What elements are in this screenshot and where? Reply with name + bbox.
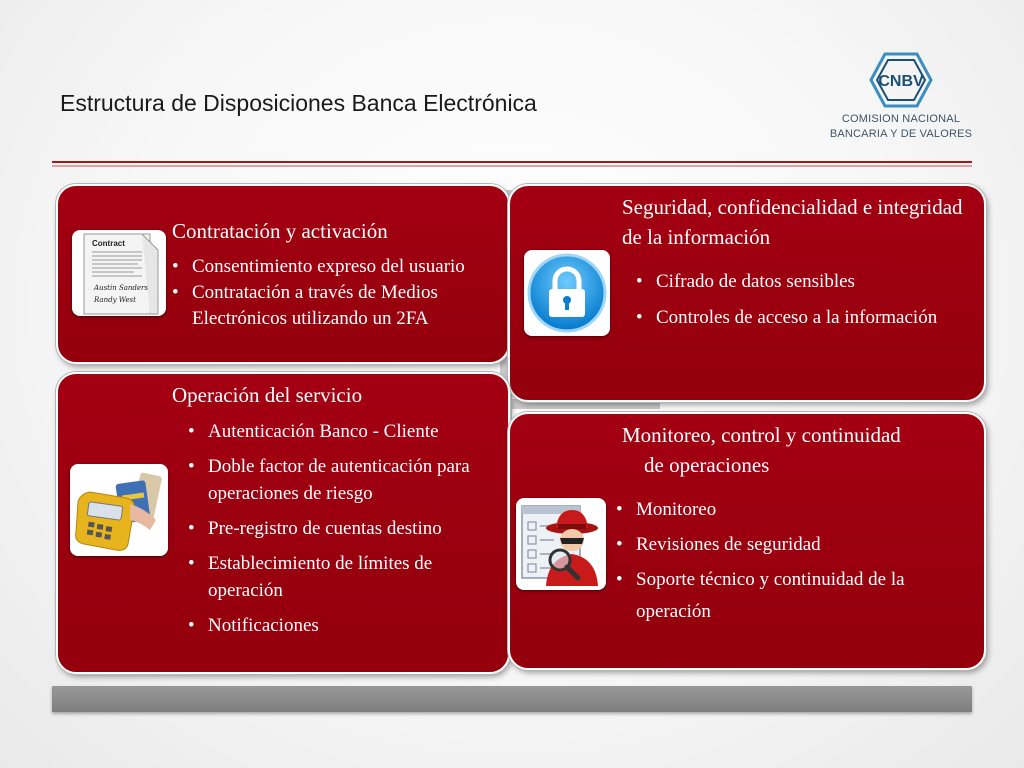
panel-monitoreo-title-line1: Monitoreo, control y continuidad <box>622 423 901 447</box>
bullet-item: • Revisiones de seguridad <box>614 529 974 561</box>
panel-monitoreo-title <box>622 420 982 480</box>
spy-icon-tile <box>516 498 606 590</box>
header-divider <box>52 161 972 163</box>
bullet-item: • Consentimiento expreso del usuario <box>170 254 500 280</box>
bullet-item: • Contratación a través de Medios Electrónicos utilizando un 2FA <box>170 280 500 332</box>
header-divider-light <box>52 165 972 167</box>
spy-magnifier-icon <box>516 498 606 590</box>
panel-seguridad-title: Seguridad, confidencialidad e integridad de la información <box>622 195 963 249</box>
panel-monitoreo <box>508 412 986 670</box>
contract-signature-2: Randy West <box>94 296 136 304</box>
bullet-item: • Soporte técnico y continuidad de la operación <box>614 564 974 628</box>
panel-operacion-title: Operación del servicio <box>172 383 363 407</box>
panel-monitoreo-title-line2: de operaciones <box>644 453 770 477</box>
bullet-item: • Notificaciones <box>186 612 506 639</box>
card-terminal-icon-tile <box>70 464 168 556</box>
bullet-item: • Pre-registro de cuentas destino <box>186 515 506 542</box>
cnbv-hexagon-icon <box>868 50 934 110</box>
logo-line1: COMISION NACIONAL <box>841 113 961 125</box>
panel-operacion-list <box>186 418 506 647</box>
panel-seguridad-list <box>634 266 974 338</box>
bullet-item: • Controles de acceso a la información <box>634 302 974 334</box>
bullet-item: • Doble factor de autenticación para operaciones de riesgo <box>186 453 506 507</box>
card-terminal-icon <box>70 464 168 556</box>
bullet-item: • Monitoreo <box>614 494 974 526</box>
cnbv-mark-text: CNBV <box>878 73 924 90</box>
panel-seguridad <box>508 184 986 402</box>
padlock-icon-tile <box>524 250 610 336</box>
logo-line2: BANCARIA Y DE VALORES <box>829 128 973 140</box>
panel-contratacion-list <box>170 254 500 332</box>
panel-contratacion-title: Contratación y activación <box>172 219 388 243</box>
contract-signature-1: Austin Sanders <box>94 284 148 292</box>
bullet-item: • Autenticación Banco - Cliente <box>186 418 506 445</box>
padlock-icon <box>524 250 610 336</box>
footer-bar <box>52 686 972 712</box>
slide-title: Estructura de Disposiciones Banca Electrónica <box>60 90 537 116</box>
cnbv-logo <box>826 50 976 150</box>
contract-heading: Contract <box>92 239 125 248</box>
contract-icon-tile <box>72 230 166 316</box>
panel-monitoreo-list <box>614 494 974 631</box>
bullet-item: • Establecimiento de límites de operación <box>186 550 506 604</box>
panel-contratacion <box>56 184 510 364</box>
contract-document-icon <box>72 230 166 316</box>
bullet-item: • Cifrado de datos sensibles <box>634 266 974 298</box>
panel-operacion <box>56 372 510 674</box>
